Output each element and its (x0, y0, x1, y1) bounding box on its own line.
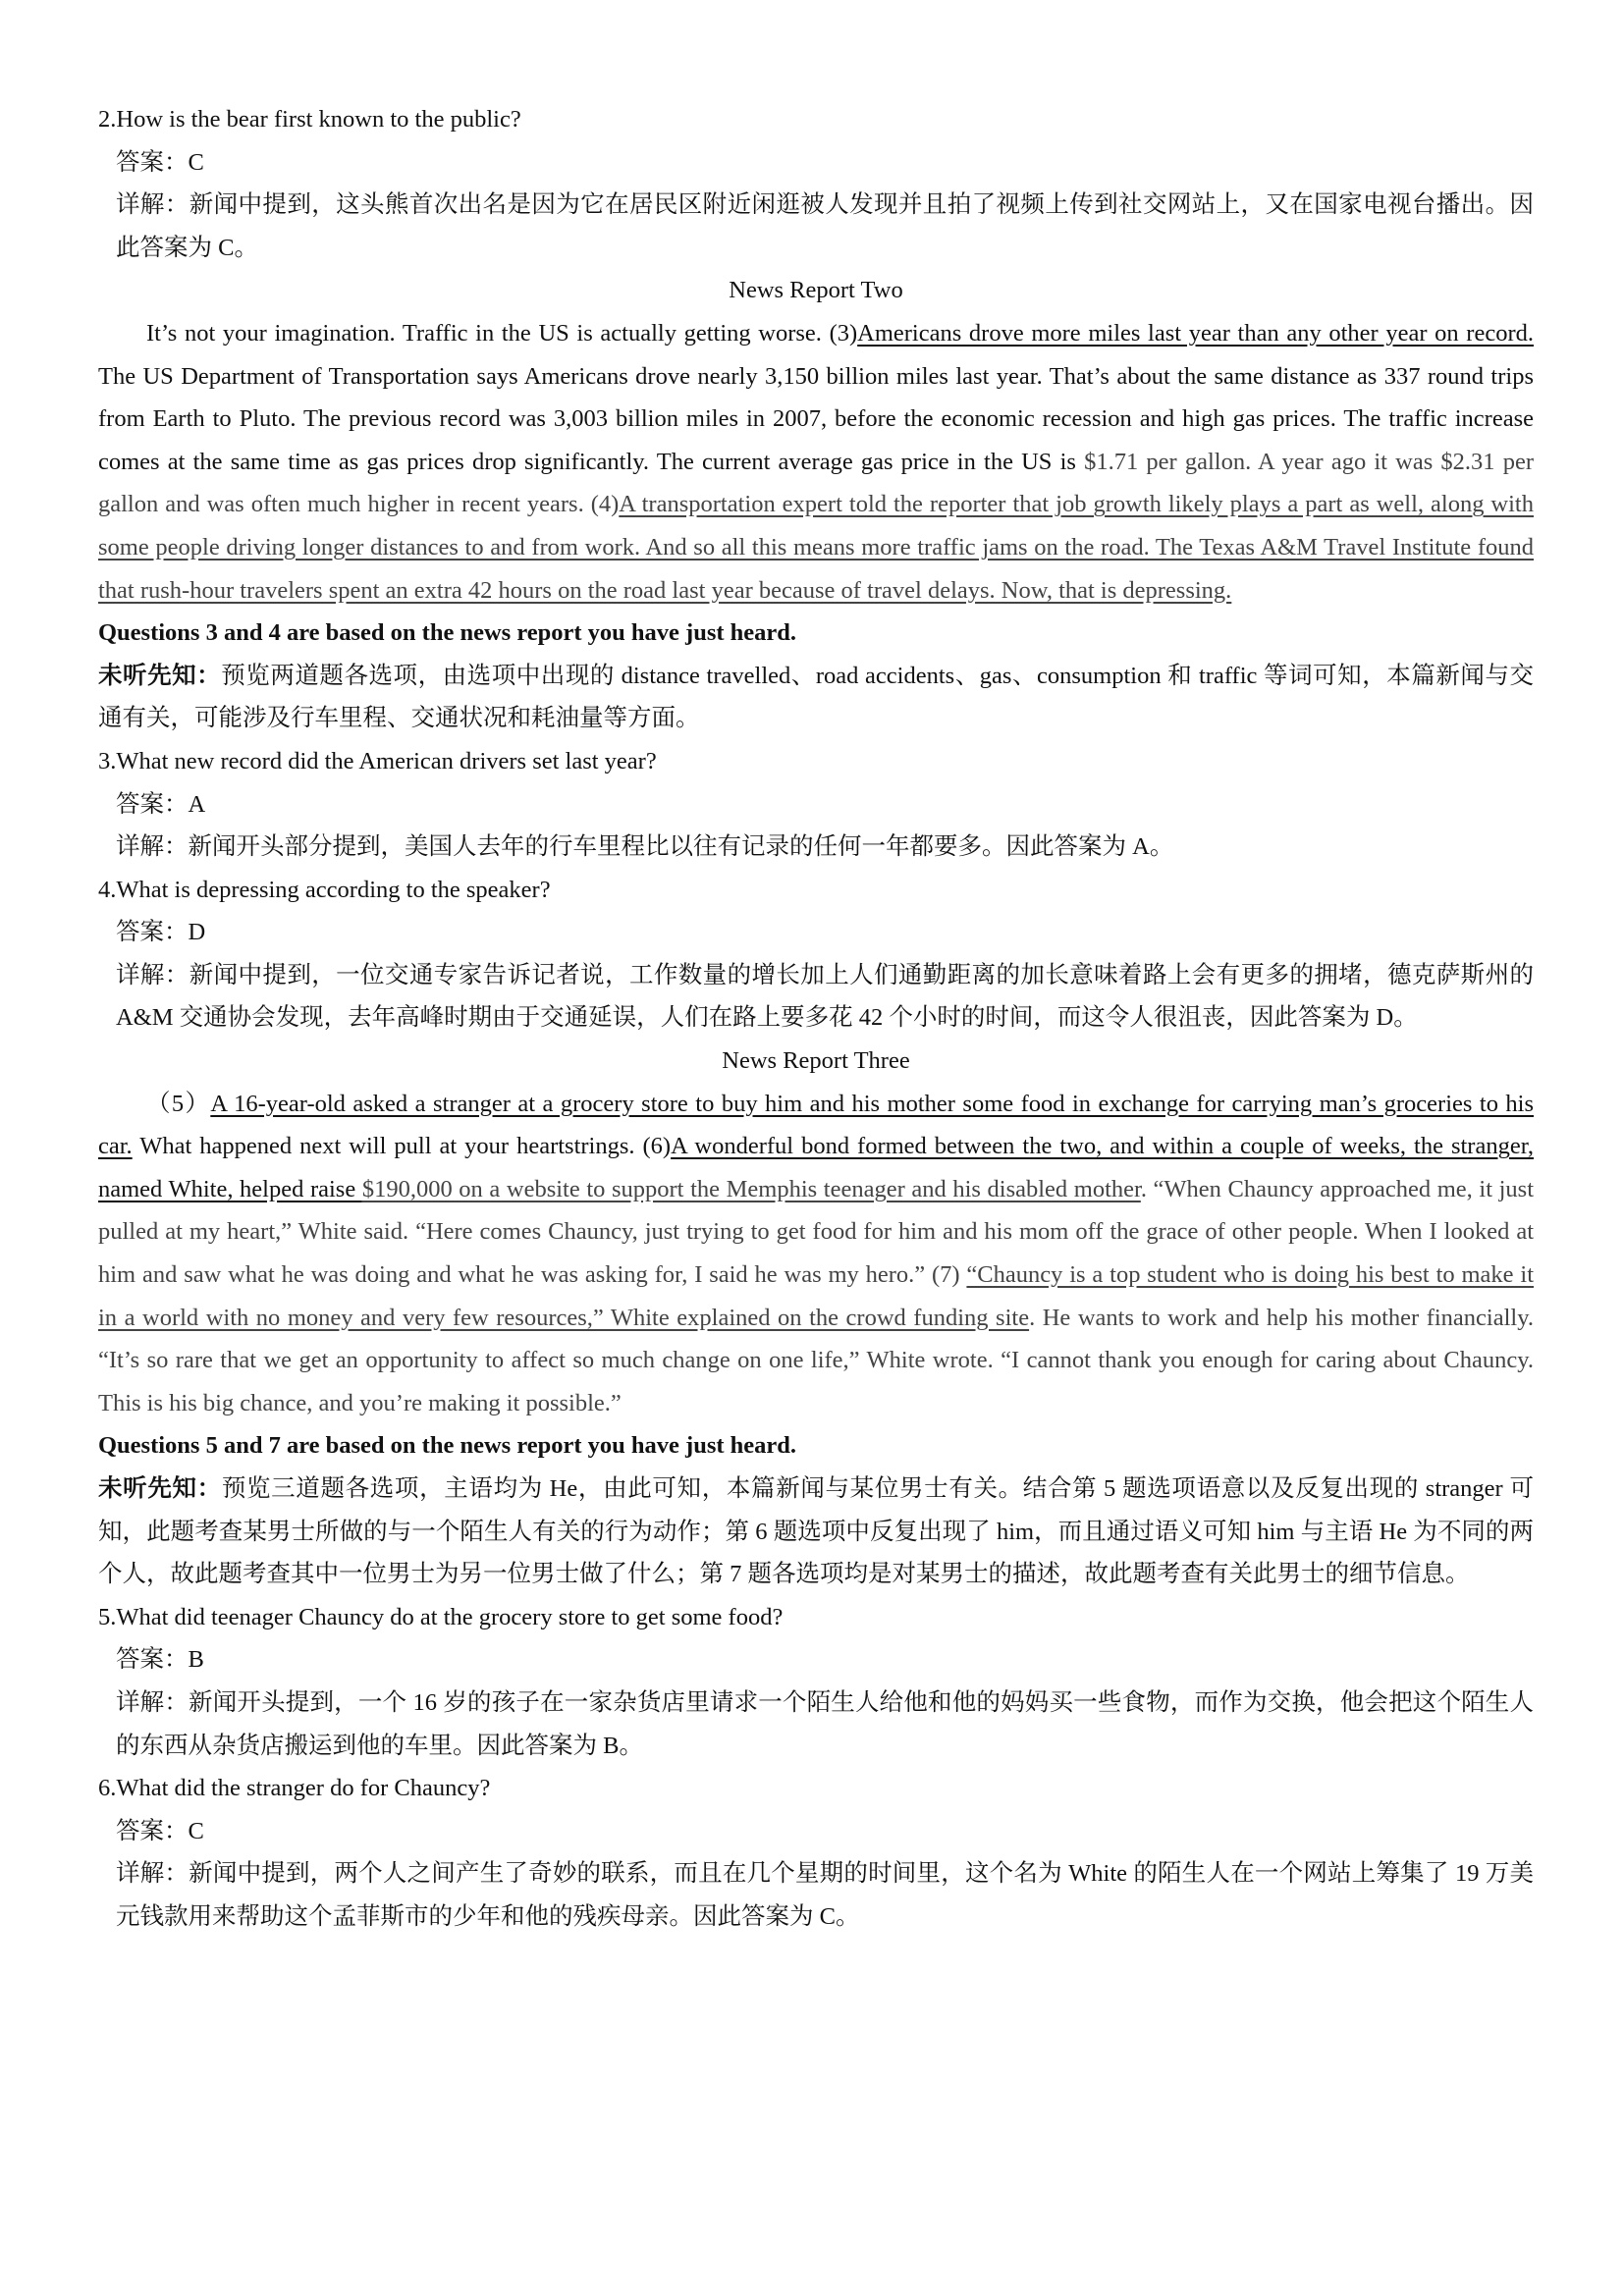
transcript-text: The US Department of Transportation says Americans drove nearly 3,150 billion miles last year. That’s about the same distance as 337 round trips from Earth to Pluto. The previous record was 3,003 billion miles in 2007, before the economic recession and high gas prices. The traffic increase comes at the same time as gas prices drop significantly. The current average gas price in the US is (98, 362, 1534, 475)
questions-heading: Questions 5 and 7 are based on the news report you have just heard. (98, 1432, 797, 1460)
report-two-transcript (98, 312, 1534, 612)
explanation-6: 详解：新闻中提到，两个人之间产生了奇妙的联系，而且在几个星期的时间里，这个名为 White 的陌生人在一个网站上筹集了 19 万美元钱款用来帮助这个孟菲斯市的少年和他的残疾母亲。因此答案为 C。 (116, 1860, 1534, 1930)
answer-evidence-4: A transportation expert told the reporter that job growth likely plays a part as well, along with some people driving longer distances to and from work. And so all this means more traffic jams on the road. The Texas A&M Travel Institute found that rush-hour travelers spent an extra 42 hours on the road last year because of travel delays. Now, that is depressing. (98, 491, 1534, 604)
explanation-5: 详解：新闻开头提到，一个 16 岁的孩子在一家杂货店里请求一个陌生人给他和他的妈妈买一些食物，而作为交换，他会把这个陌生人的东西从杂货店搬运到他的车里。因此答案为 B。 (116, 1688, 1534, 1759)
transcript-text: （5） (146, 1090, 211, 1117)
transcript-text: It’s not your imagination. Traffic in the US is actually getting worse. (3) (146, 319, 858, 347)
document-page (98, 98, 1534, 1939)
preview-label: 未听先知： (98, 1475, 222, 1502)
preview-note (98, 655, 1534, 740)
questions-heading: Questions 3 and 4 are based on the news report you have just heard. (98, 619, 797, 647)
transcript-text: $1.71 per gallon. A year ago it was $2.31 per gallon and was often much higher in recent years. (4) (98, 448, 1534, 518)
answer-3: 答案：A (116, 790, 206, 818)
answer-evidence-5: A 16-year-old asked a stranger at a grocery store to buy him and his mother some food in exchange for carrying man’s groceries to his car. (98, 1090, 1535, 1160)
question-3: 3.What new record did the American drivers set last year? (98, 747, 657, 774)
report-three-transcript (98, 1083, 1534, 1425)
preview-text: 预览两道题各选项，由选项中出现的 distance travelled、road accidents、gas、consumption 和 traffic 等词可知，本篇新闻与交通有关，可能涉及行车里程、交通状况和耗油量等方面。 (98, 662, 1534, 732)
answer-evidence-7: “Chauncy is a top student who is doing his best to make it in a world with no money and very few resources,” White explained on the crowd funding site (98, 1261, 1535, 1331)
answer-4: 答案：D (116, 919, 206, 946)
report-two-title: News Report Two (729, 277, 903, 304)
answer-2: 答案：C (116, 148, 204, 176)
question-6: 6.What did the stranger do for Chauncy? (98, 1775, 491, 1802)
answer-6: 答案：C (116, 1817, 204, 1844)
transcript-text: What happened next will pull at your heartstrings. (6) (132, 1133, 672, 1160)
explanation-2: 详解：新闻中提到，这头熊首次出名是因为它在居民区附近闲逛被人发现并且拍了视频上传到社交网站上，又在国家电视台播出。因此答案为 C。 (116, 191, 1534, 261)
question-2: 2.How is the bear first known to the public? (98, 106, 521, 133)
preview-label: 未听先知： (98, 662, 222, 689)
question-5: 5.What did teenager Chauncy do at the grocery store to get some food? (98, 1603, 784, 1630)
transcript-text: . He wants to work and help his mother financially. “It’s so rare that we get an opportunity to affect so much change on one life,” White wrote. “I cannot thank you enough for caring about Chauncy. This is his big chance, and you’re making it possible.” (98, 1304, 1534, 1416)
explanation-4: 详解：新闻中提到，一位交通专家告诉记者说，工作数量的增长加上人们通勤距离的加长意味着路上会有更多的拥堵，德克萨斯州的 A&M 交通协会发现，去年高峰时期由于交通延误，人们在路上要多花 42 个小时的时间，而这令人很沮丧，因此答案为 D。 (116, 961, 1534, 1032)
preview-note (98, 1468, 1534, 1596)
answer-evidence-3: Americans drove more miles last year than any other year on record. (857, 319, 1535, 347)
answer-evidence-6-cont: $190,000 on a website to support the Memphis teenager and his disabled mother (361, 1175, 1141, 1202)
preview-text: 预览三道题各选项，主语均为 He，由此可知，本篇新闻与某位男士有关。结合第 5 题选项语意以及反复出现的 stranger 可知，此题考查某男士所做的与一个陌生人有关的行为动作；第 6 题选项中反复出现了 him，而且通过语义可知 him 与主语 He 为不同的两个人，故此题考查其中一位男士为另一位男士做了什么；第 7 题各选项均是对某男士的描述，故此题考查有关此男士的细节信息。 (98, 1475, 1534, 1588)
transcript-text: . “When Chauncy approached me, it just pulled at my heart,” White said. “Here comes Chauncy, just trying to get food for him and his mom off the grace of other people. When I looked at him and saw what he was doing and what he was asking for, I said he was my hero.” (7) (98, 1175, 1535, 1289)
question-4: 4.What is depressing according to the speaker? (98, 876, 551, 903)
answer-evidence-6: A wonderful bond formed between the two, and within a couple of weeks, the stranger, named White, helped raise (98, 1133, 1535, 1202)
answer-5: 答案：B (116, 1646, 204, 1674)
explanation-3: 详解：新闻开头部分提到，美国人去年的行车里程比以往有记录的任何一年都要多。因此答案为 A。 (116, 833, 1174, 861)
report-three-title: News Report Three (722, 1047, 910, 1075)
